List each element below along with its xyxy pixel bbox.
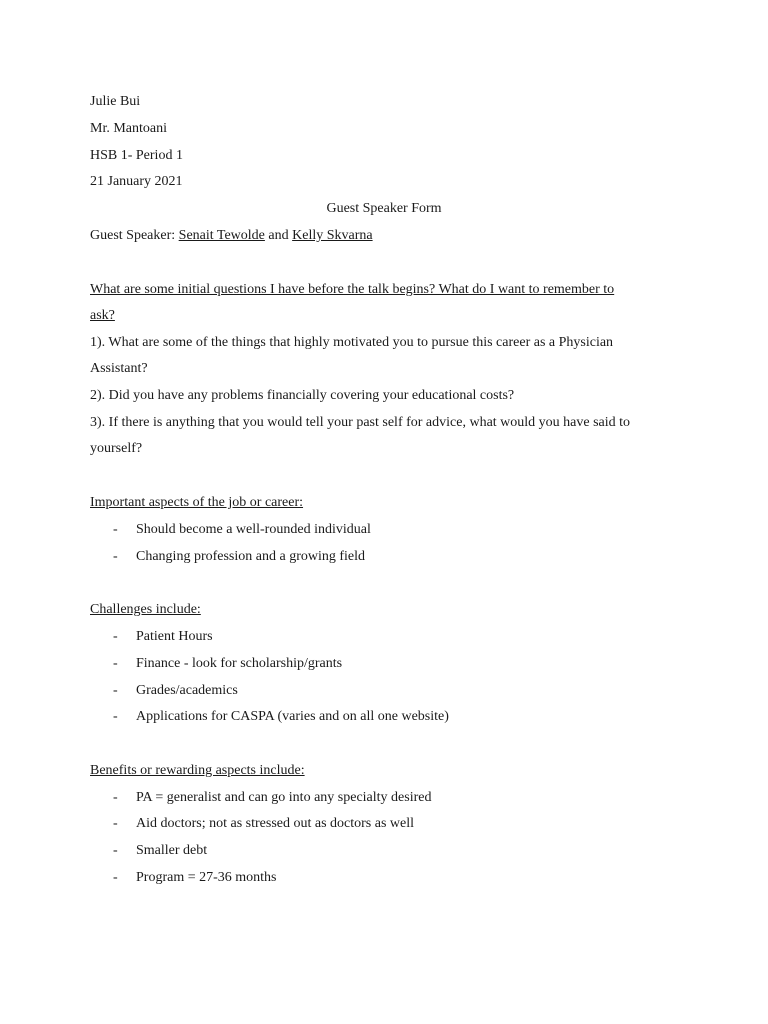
bullet-marker: - (113, 816, 118, 831)
bullet-marker: - (113, 656, 118, 671)
list-item-text: Patient Hours (136, 629, 213, 644)
student-name: Julie Bui (90, 94, 141, 109)
guest-speaker-line (90, 227, 373, 245)
important-heading: Important aspects of the job or career: (90, 495, 304, 510)
list-item-text: Aid doctors; not as stressed out as doctors as well (136, 816, 415, 831)
bullet-marker: - (113, 683, 118, 698)
question-1-line1: 1). What are some of the things that highly motivated you to pursue this career as a Physician (90, 335, 614, 350)
list-item-text: Applications for CASPA (varies and on all one website) (136, 709, 449, 724)
guest-speaker-2: Kelly Skvarna (292, 228, 373, 243)
bullet-marker: - (113, 522, 118, 537)
bullet-marker: - (113, 870, 118, 885)
question-2: 2). Did you have any problems financially covering your educational costs? (90, 388, 515, 403)
questions-heading-line1: What are some initial questions I have before the talk begins? What do I want to remember to (90, 282, 615, 297)
list-item-text: Changing profession and a growing field (136, 549, 366, 564)
questions-heading-line2: ask? (90, 308, 115, 323)
benefits-heading: Benefits or rewarding aspects include: (90, 763, 305, 778)
guest-speaker-conjunction: and (268, 228, 289, 243)
form-title: Guest Speaker Form (326, 201, 442, 216)
bullet-marker: - (113, 629, 118, 644)
list-item-text: PA = generalist and can go into any specialty desired (136, 790, 432, 805)
bullet-marker: - (113, 790, 118, 805)
challenges-heading: Challenges include: (90, 602, 201, 617)
list-item-text: Program = 27-36 months (136, 870, 277, 885)
question-3-line1: 3). If there is anything that you would tell your past self for advice, what would you have said to (90, 415, 631, 430)
class-period: HSB 1- Period 1 (90, 148, 183, 163)
question-1-line2: Assistant? (90, 361, 148, 376)
bullet-marker: - (113, 549, 118, 564)
list-item-text: Smaller debt (136, 843, 208, 858)
bullet-marker: - (113, 709, 118, 724)
teacher-name: Mr. Mantoani (90, 121, 167, 136)
list-item-text: Should become a well-rounded individual (136, 522, 371, 537)
document-date: 21 January 2021 (90, 174, 183, 189)
guest-speaker-1: Senait Tewolde (178, 228, 265, 243)
list-item-text: Grades/academics (136, 683, 238, 698)
guest-speaker-label: Guest Speaker: (90, 228, 176, 243)
list-item-text: Finance - look for scholarship/grants (136, 656, 343, 671)
question-3-line2: yourself? (90, 441, 143, 456)
bullet-marker: - (113, 843, 118, 858)
